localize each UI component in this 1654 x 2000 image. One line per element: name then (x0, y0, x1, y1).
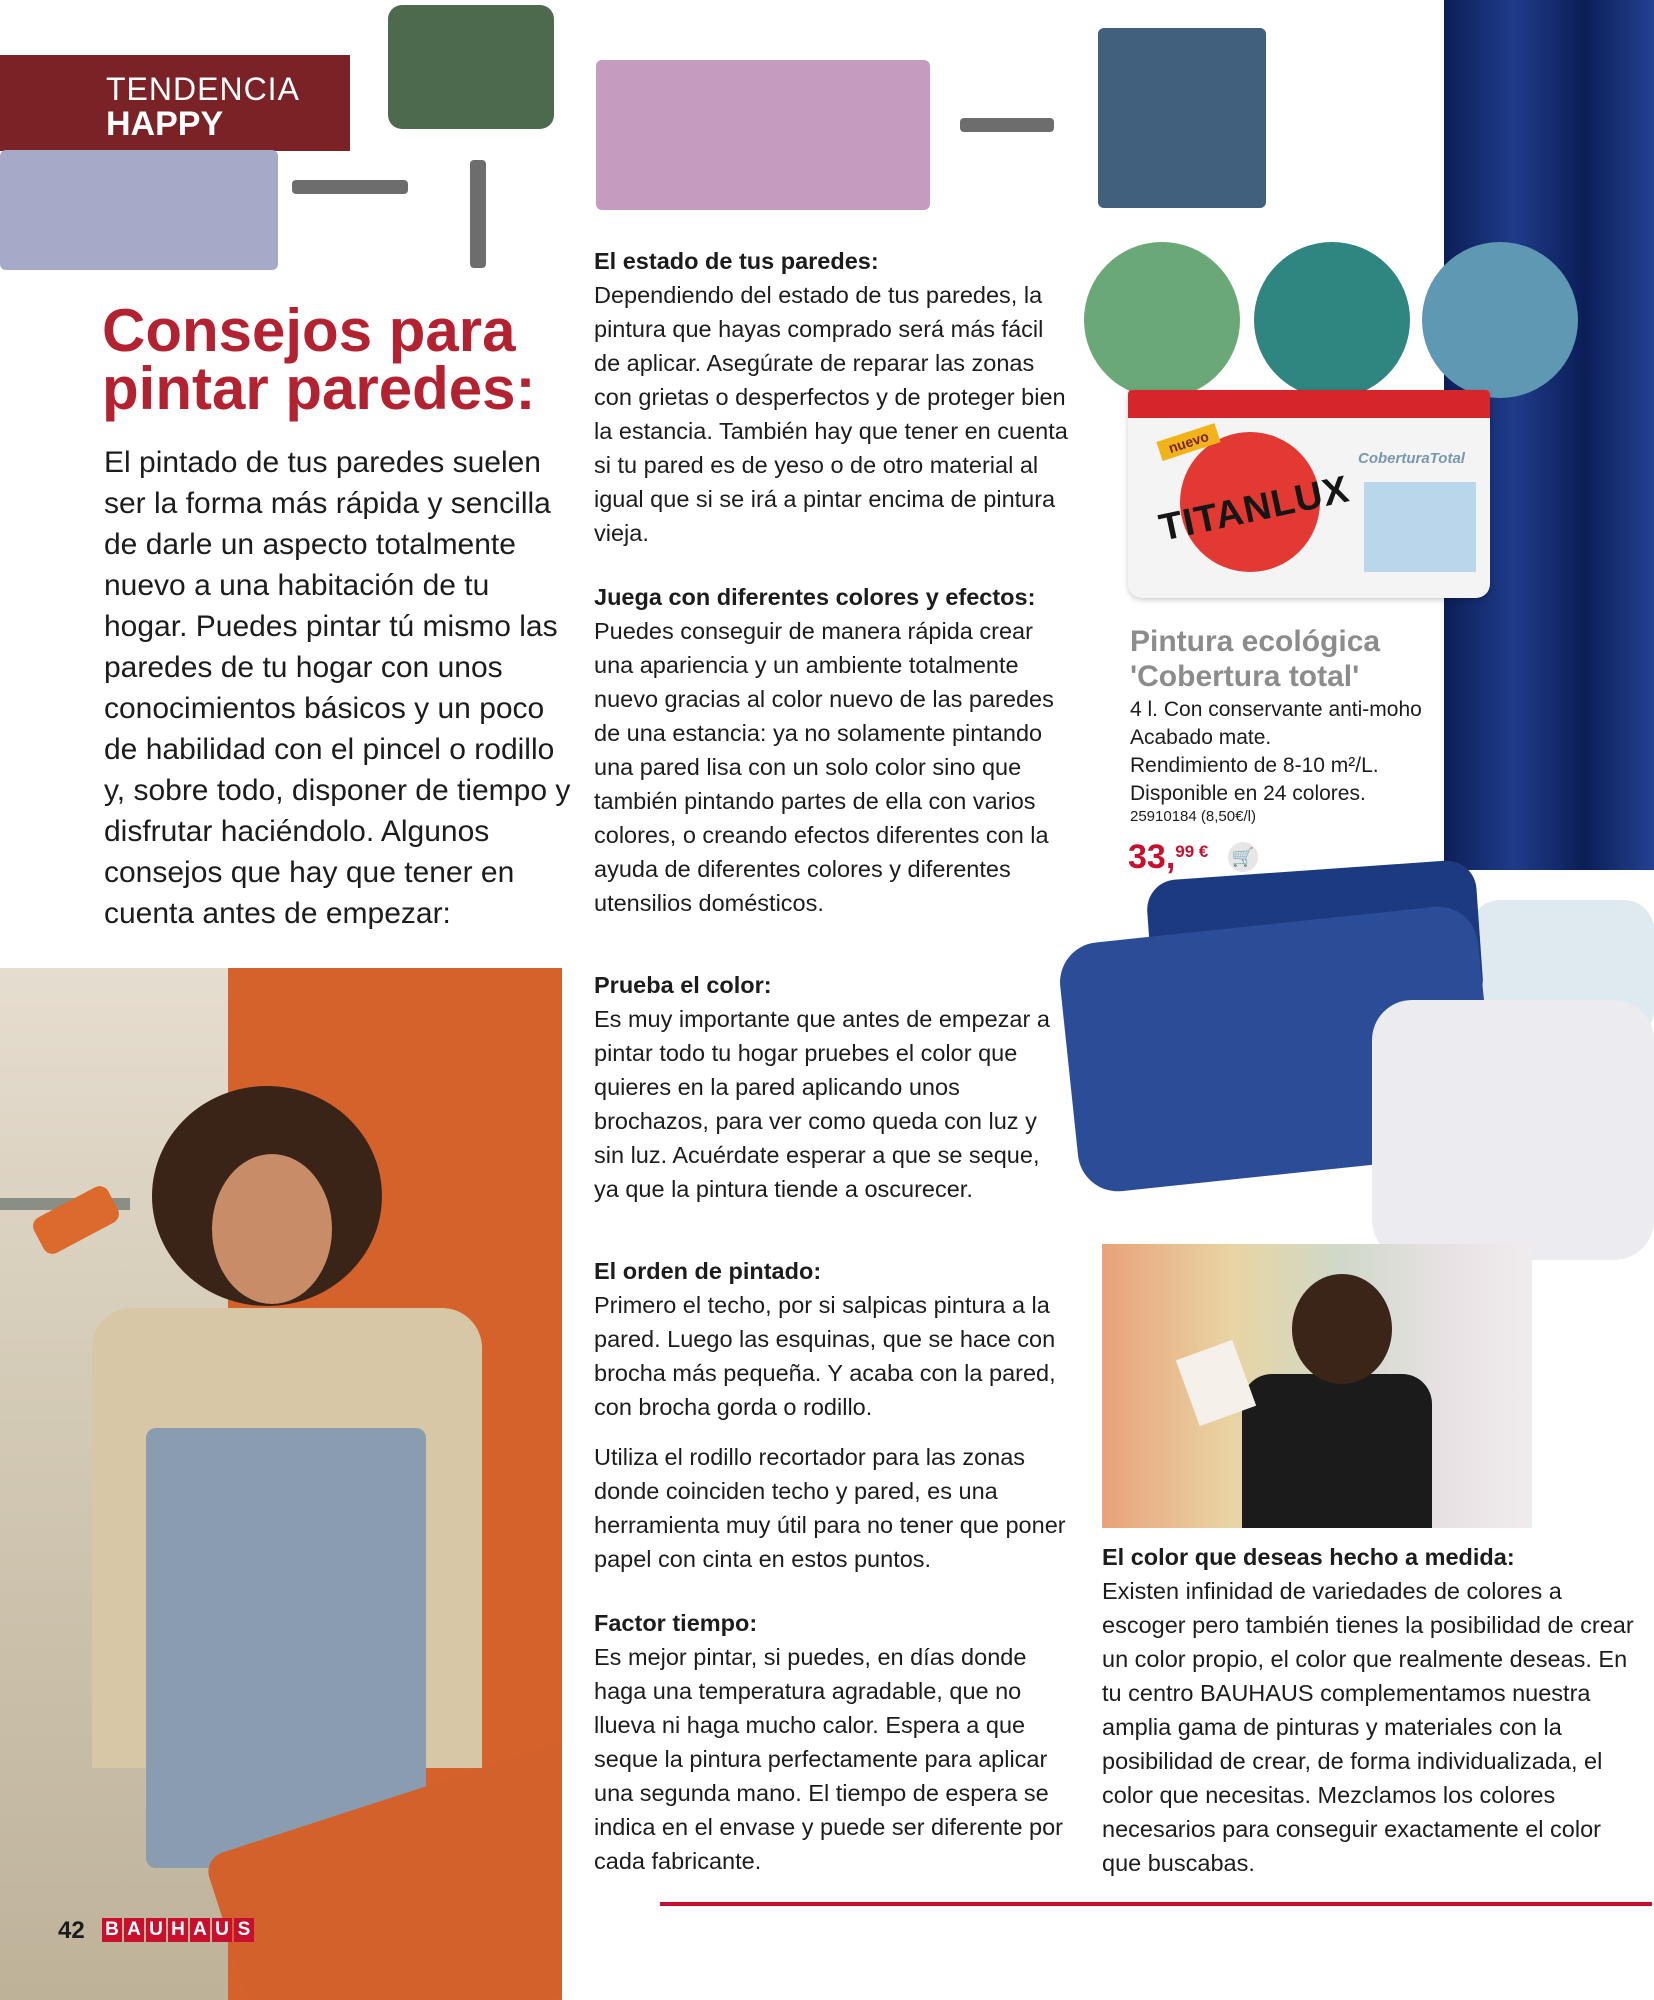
pillow-image (1372, 1000, 1654, 1260)
tag-line-1: TENDENCIA (106, 71, 300, 107)
paint-bucket-image (1128, 390, 1490, 598)
page-title: Consejos para pintar paredes: (102, 297, 536, 422)
paint-stroke-lavender (0, 150, 278, 270)
tip-heading: Factor tiempo: (594, 1610, 758, 1636)
color-label (1364, 482, 1476, 572)
woman-painting-photo (0, 968, 562, 2000)
logo-letter: B (102, 1918, 122, 1942)
bauhaus-logo (102, 1918, 256, 1944)
logo-letter: U (212, 1918, 232, 1942)
section-tag (0, 55, 350, 151)
person-head (1292, 1274, 1392, 1384)
product-description (1130, 696, 1460, 808)
tip-section (594, 244, 1070, 550)
color-chart-store-photo (1102, 1244, 1532, 1528)
logo-letter: A (124, 1918, 144, 1942)
tip-body: Puedes conseguir de manera rápida crear una apariencia y un ambiente totalmente nuevo gracias al color nuevo de las paredes de una estancia: ya no solamente pintando una pared lisa con un solo color sino que también pintando partes de ella con varios colores, o creando efectos diferentes con la ayuda de diferentes colores y diferentes utensilios domésticos. (594, 618, 1054, 916)
face (212, 1154, 332, 1304)
roller-handle (292, 180, 408, 194)
logo-letter: H (168, 1918, 188, 1942)
brand-logo: TITANLUX (1155, 468, 1354, 550)
tip-body: Utiliza el rodillo recortador para las zonas donde coinciden techo y pared, es una herramienta muy útil para no tener que poner papel con cinta en estos puntos. (594, 1444, 1066, 1572)
product-name: Pintura ecológica 'Cobertura total' (1130, 625, 1381, 693)
custom-color-section (1102, 1540, 1642, 1880)
page-number: 42 (58, 1917, 85, 1944)
price-integer: 33, (1128, 838, 1176, 876)
product-desc-line: Disponible en 24 colores. (1130, 782, 1366, 805)
tip-body: Es muy importante que antes de empezar a pintar todo tu hogar pruebes el color que quieres en la pared aplicando unos brochazos, para ver como queda con luz y sin luz. Acuérdate esperar a que se seque, ya que la pintura tiende a oscurecer. (594, 1006, 1050, 1202)
tip-body: Es mejor pintar, si puedes, en días donde haga una temperatura agradable, que no llueva ni haga mucho calor. Espera a que seque la pintura perfectamente para aplicar una segunda mano. El tiempo de espera se indica en el envase y puede ser diferente por cada fabricante. (594, 1644, 1064, 1874)
price-decimal: 99 € (1175, 842, 1209, 861)
roller-handle (960, 118, 1054, 132)
tip-section (594, 968, 1070, 1206)
tip-heading: Juega con diferentes colores y efectos: (594, 584, 1036, 610)
tip-section (594, 1606, 1070, 1878)
product-desc-line: Rendimiento de 8-10 m²/L. (1130, 754, 1379, 777)
footer-divider (660, 1902, 1652, 1906)
person-body (1242, 1374, 1432, 1528)
product-desc-line: Acabado mate. (1130, 726, 1272, 749)
cart-icon[interactable]: 🛒 (1228, 842, 1258, 872)
custom-color-heading: El color que deseas hecho a medida: (1102, 1544, 1515, 1570)
color-swatch-teal (1254, 242, 1410, 398)
tip-section (594, 1254, 1070, 1424)
paint-stroke-blue (1098, 28, 1266, 208)
paint-roller-icon (30, 1183, 123, 1258)
product-desc-line: 4 l. Con conservante anti-moho (1130, 698, 1422, 721)
paint-stroke-pink (596, 60, 930, 210)
tips-column (594, 244, 1070, 1908)
product-code: 25910184 (8,50€/l) (1130, 808, 1256, 825)
new-badge: nuevo (1156, 423, 1220, 461)
roller-handle (470, 160, 486, 268)
bucket-lid (1128, 390, 1490, 418)
tip-body: Primero el techo, por si salpicas pintura a la pared. Luego las esquinas, que se hace con brocha más pequeña. Y acaba con la pared, con brocha gorda o rodillo. (594, 1292, 1056, 1420)
intro-text: El pintado de tus paredes suelen ser la forma más rápida y sencilla de darle un aspecto totalmente nuevo a una habitación de tu hogar. Puedes pintar tú mismo las paredes de tu hogar con unos conocimientos básicos y un poco de habilidad con el pincel o rodillo y, sobre todo, disponer de tiempo y disfrutar haciéndolo. Algunos consejos que hay que tener en cuenta antes de empezar: (104, 446, 571, 930)
tip-heading: El orden de pintado: (594, 1258, 822, 1284)
tag-line-2: HAPPY (106, 105, 223, 143)
logo-letter: S (234, 1918, 254, 1942)
logo-letter: U (146, 1918, 166, 1942)
logo-letter: A (190, 1918, 210, 1942)
paint-roller-green (388, 5, 554, 129)
color-swatch-blue (1422, 242, 1578, 398)
custom-color-body: Existen infinidad de variedades de colores a escoger pero también tienes la posibilidad de crear un color propio, el color que realmente deseas. En tu centro BAUHAUS complementamos nuestra amplia gama de pinturas y materiales con la posibilidad de crear, de forma individualizada, el color que necesitas. Mezclamos los colores necesarios para conseguir exactamente el color que buscabas. (1102, 1578, 1634, 1876)
tip-body: Dependiendo del estado de tus paredes, la pintura que hayas comprado será más fácil de aplicar. Asegúrate de reparar las zonas con grietas o desperfectos y de proteger bien la estancia. También hay que tener en cuenta si tu pared es de yeso o de otro material al igual que si se irá a pintar encima de pintura vieja. (594, 282, 1068, 546)
product-line-label: CoberturaTotal (1358, 450, 1465, 467)
product-price (1128, 838, 1208, 877)
color-swatch-green (1084, 242, 1240, 398)
tip-heading: El estado de tus paredes: (594, 248, 879, 274)
tip-heading: Prueba el color: (594, 972, 772, 998)
tip-section (594, 1440, 1070, 1576)
tip-section (594, 580, 1070, 920)
